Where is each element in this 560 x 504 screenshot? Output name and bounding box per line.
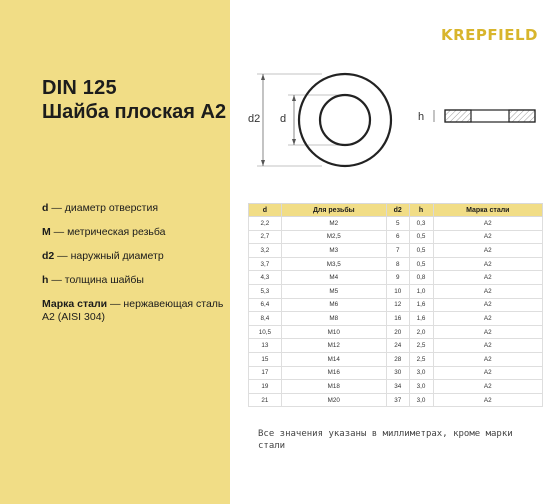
table-row xyxy=(249,393,543,407)
table-cell: A2 xyxy=(433,230,542,244)
table-cell: 5 xyxy=(386,217,409,231)
table-cell: 1,6 xyxy=(409,298,433,312)
table-cell: 16 xyxy=(386,312,409,326)
table-cell: 3,0 xyxy=(409,393,433,407)
legend-term: M xyxy=(42,226,51,238)
table-row xyxy=(249,257,543,271)
table-cell: 20 xyxy=(386,325,409,339)
legend-term: h xyxy=(42,274,49,286)
table-header-row xyxy=(249,204,543,217)
table-cell: 3,2 xyxy=(249,244,282,258)
table-cell: M2,5 xyxy=(281,230,386,244)
table-cell: 10 xyxy=(386,284,409,298)
table-cell: 3,0 xyxy=(409,380,433,394)
table-cell: A2 xyxy=(433,380,542,394)
table-row xyxy=(249,352,543,366)
legend-desc: — метрическая резьба xyxy=(50,226,166,238)
units-note: Все значения указаны в миллиметрах, кроме марки стали xyxy=(258,429,513,451)
table-row xyxy=(249,298,543,312)
legend-desc: — толщина шайбы xyxy=(48,274,144,286)
table-cell: 21 xyxy=(249,393,282,407)
column-header: d xyxy=(249,204,282,217)
table-cell: 2,2 xyxy=(249,217,282,231)
table-cell: M5 xyxy=(281,284,386,298)
table-cell: 8,4 xyxy=(249,312,282,326)
table-cell: 37 xyxy=(386,393,409,407)
table-row xyxy=(249,244,543,258)
table-cell: 12 xyxy=(386,298,409,312)
table-cell: M14 xyxy=(281,352,386,366)
table-cell: 4,3 xyxy=(249,271,282,285)
table-row xyxy=(249,325,543,339)
table-cell: M8 xyxy=(281,312,386,326)
table-cell: 0,5 xyxy=(409,230,433,244)
table-cell: A2 xyxy=(433,352,542,366)
table-cell: M4 xyxy=(281,271,386,285)
table-cell: 1,0 xyxy=(409,284,433,298)
table-cell: A2 xyxy=(433,217,542,231)
table-cell: 15 xyxy=(249,352,282,366)
table-cell: 0,8 xyxy=(409,271,433,285)
outer-diameter-label: d2 xyxy=(248,113,261,125)
column-header: Для резьбы xyxy=(281,204,386,217)
table-cell: M3 xyxy=(281,244,386,258)
column-header: d2 xyxy=(386,204,409,217)
table-cell: A2 xyxy=(433,325,542,339)
legend-term: d xyxy=(42,202,49,214)
table-row xyxy=(249,339,543,353)
table-cell: M3,5 xyxy=(281,257,386,271)
table-body xyxy=(249,217,543,407)
table-row xyxy=(249,312,543,326)
table-cell: 5,3 xyxy=(249,284,282,298)
table-cell: 0,5 xyxy=(409,244,433,258)
table-cell: 13 xyxy=(249,339,282,353)
washer-outer-edge xyxy=(299,74,391,166)
table-cell: 10,5 xyxy=(249,325,282,339)
table-cell: A2 xyxy=(433,339,542,353)
table-cell: 34 xyxy=(386,380,409,394)
legend-item xyxy=(42,226,224,239)
table-cell: 0,5 xyxy=(409,257,433,271)
table-row xyxy=(249,284,543,298)
legend-desc: — наружный диаметр xyxy=(54,250,164,262)
table-cell: A2 xyxy=(433,298,542,312)
table-cell: M18 xyxy=(281,380,386,394)
table-cell: 3,0 xyxy=(409,366,433,380)
legend-term: d2 xyxy=(42,250,55,262)
page-subtitle: Шайба плоская A2 xyxy=(42,101,227,123)
table-cell: 17 xyxy=(249,366,282,380)
legend-item xyxy=(42,202,224,215)
table-row xyxy=(249,271,543,285)
table-cell: 6 xyxy=(386,230,409,244)
washer-inner-edge xyxy=(320,95,370,145)
washer-drawing xyxy=(240,60,550,180)
table-cell: A2 xyxy=(433,257,542,271)
specs-table xyxy=(248,203,543,407)
table-cell: A2 xyxy=(433,271,542,285)
table-cell: A2 xyxy=(433,284,542,298)
table-cell: 19 xyxy=(249,380,282,394)
legend-item xyxy=(42,274,224,287)
legend-term: Марка стали xyxy=(42,298,108,310)
legend-item xyxy=(42,298,224,324)
table-cell: M16 xyxy=(281,366,386,380)
table-cell: A2 xyxy=(433,244,542,258)
table-cell: 2,5 xyxy=(409,352,433,366)
column-header: h xyxy=(409,204,433,217)
table-cell: 0,3 xyxy=(409,217,433,231)
table-cell: M20 xyxy=(281,393,386,407)
legend-item xyxy=(42,250,224,263)
table-cell: 2,5 xyxy=(409,339,433,353)
brand-logo: KREPFIELD xyxy=(441,26,538,44)
table-cell: 8 xyxy=(386,257,409,271)
table-cell: 24 xyxy=(386,339,409,353)
table-row xyxy=(249,230,543,244)
table-cell: A2 xyxy=(433,366,542,380)
table-row xyxy=(249,380,543,394)
table-cell: 9 xyxy=(386,271,409,285)
table-cell: 1,6 xyxy=(409,312,433,326)
inner-diameter-dimension xyxy=(280,95,345,145)
table-cell: 7 xyxy=(386,244,409,258)
page-title: DIN 125 xyxy=(42,77,117,99)
specs-table-container xyxy=(248,203,543,407)
table-cell: A2 xyxy=(433,393,542,407)
legend-desc: — нержавеющая сталь A2 (AISI 304) xyxy=(42,298,224,323)
table-cell: M12 xyxy=(281,339,386,353)
table-cell: A2 xyxy=(433,312,542,326)
column-header: Марка стали xyxy=(433,204,542,217)
table-cell: M6 xyxy=(281,298,386,312)
table-row xyxy=(249,217,543,231)
table-row xyxy=(249,366,543,380)
table-cell: 28 xyxy=(386,352,409,366)
table-cell: 30 xyxy=(386,366,409,380)
table-cell: 2,0 xyxy=(409,325,433,339)
table-cell: 6,4 xyxy=(249,298,282,312)
table-cell: 3,7 xyxy=(249,257,282,271)
thickness-label: h xyxy=(418,111,425,123)
legend xyxy=(42,202,224,335)
table-cell: M10 xyxy=(281,325,386,339)
legend-desc: — диаметр отверстия xyxy=(48,202,159,214)
washer-side-view xyxy=(418,110,535,123)
table-cell: 2,7 xyxy=(249,230,282,244)
table-cell: M2 xyxy=(281,217,386,231)
inner-diameter-label: d xyxy=(280,113,287,125)
